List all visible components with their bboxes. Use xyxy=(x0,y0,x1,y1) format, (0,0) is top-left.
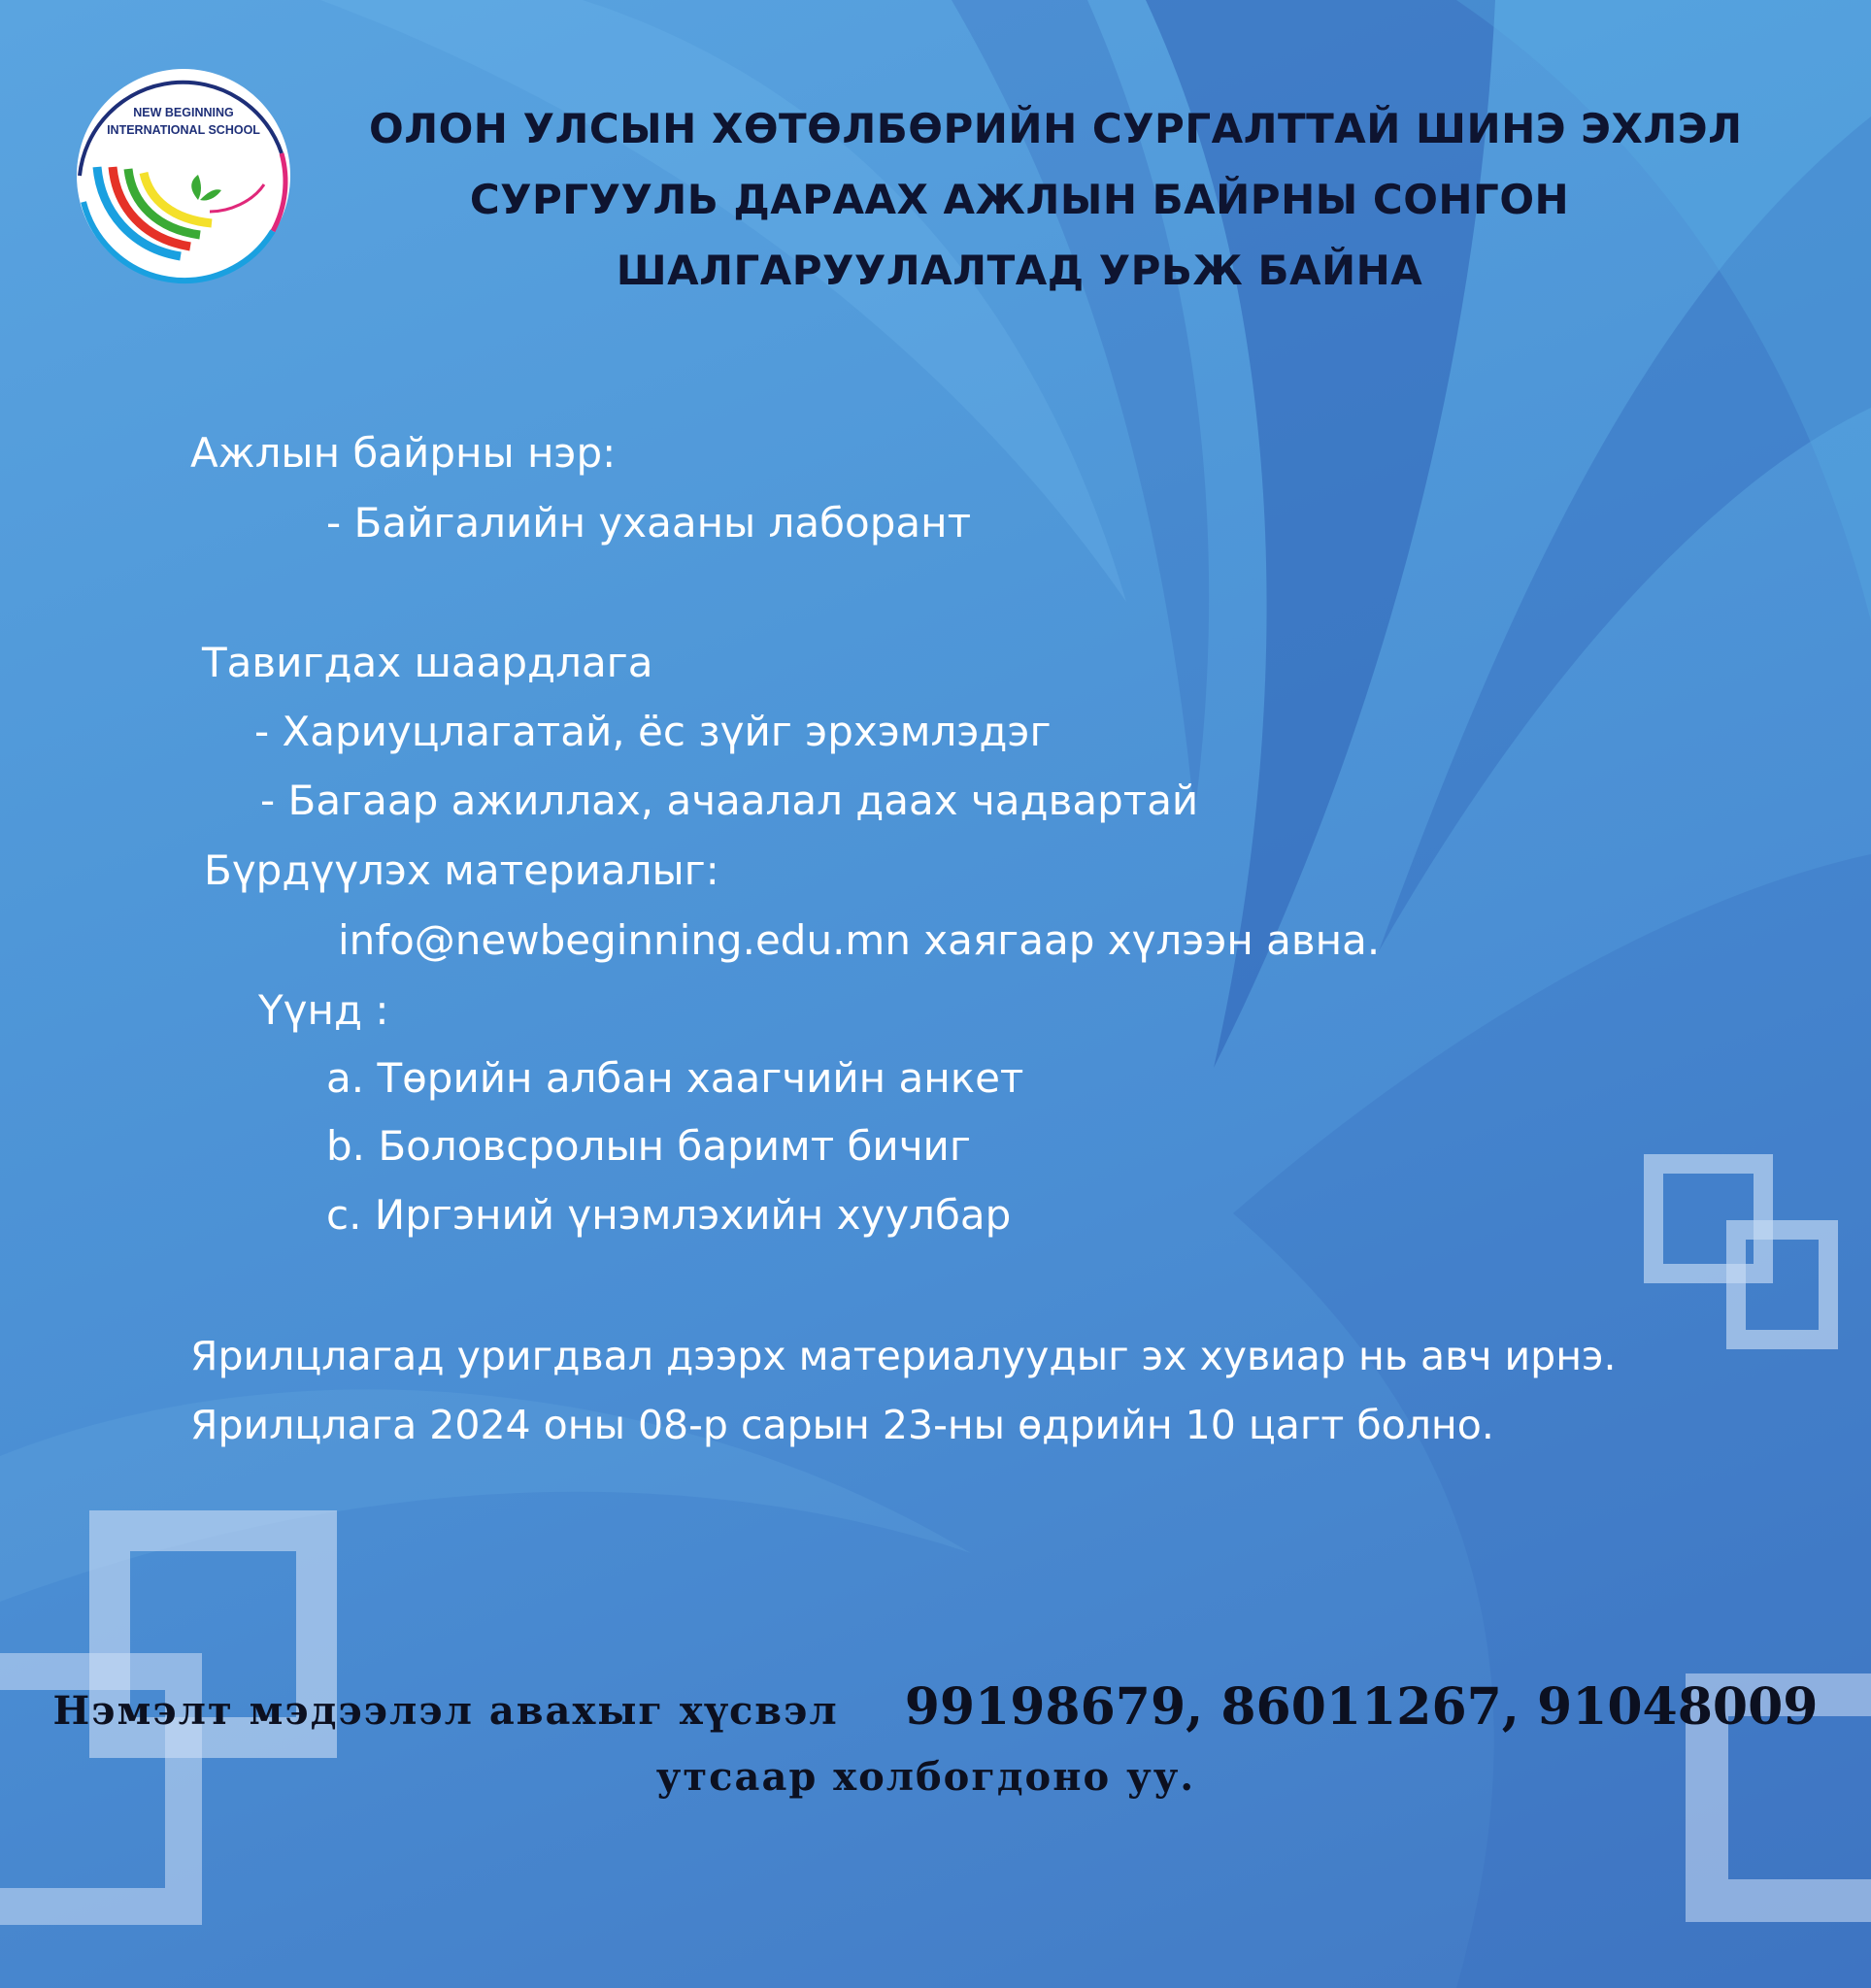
requirements-heading: Тавигдах шаардлага xyxy=(202,639,653,686)
contact-line-1 xyxy=(0,1677,1871,1737)
requirement-item-2: - Багаар ажиллах, ачаалал даах чадвартай xyxy=(260,777,1199,824)
page-title xyxy=(369,93,1743,306)
deco-square-right-2 xyxy=(1726,1220,1838,1349)
title-line-1: ОЛОН УЛСЫН ХӨТӨЛБӨРИЙН СУРГАЛТТАЙ ШИНЭ ЭХЛЭЛ xyxy=(369,105,1743,152)
requirement-item-1: - Хариуцлагатай, ёс зүйг эрхэмлэдэг xyxy=(254,708,1052,755)
school-logo xyxy=(74,66,293,285)
job-position: - Байгалийн ухааны лаборант xyxy=(326,499,972,547)
contact-text: Нэмэлт мэдээлэл авахыг хүсвэл xyxy=(52,1688,839,1734)
materials-include-label: Үүнд : xyxy=(258,986,389,1034)
logo-text-line2: INTERNATIONAL SCHOOL xyxy=(107,123,260,137)
material-item-b: b. Боловсролын баримт бичиг xyxy=(326,1122,971,1170)
contact-phones: 99198679, 86011267, 91048009 xyxy=(904,1677,1819,1737)
materials-heading: Бүрдүүлэх материалыг: xyxy=(204,846,719,894)
interview-line-1: Ярилцлагад уригдвал дээрх материалуудыг эх хувиар нь авч ирнэ. xyxy=(190,1333,1617,1379)
interview-line-2: Ярилцлага 2024 оны 08-р сарын 23-ны өдрийн 10 цагт болно. xyxy=(190,1402,1494,1448)
logo-text-line1: NEW BEGINNING xyxy=(133,106,234,119)
material-item-a: a. Төрийн албан хаагчийн анкет xyxy=(326,1054,1024,1102)
title-line-3: ШАЛГАРУУЛАЛТАД УРЬЖ БАЙНА xyxy=(616,247,1423,294)
material-item-c: c. Иргэний үнэмлэхийн хуулбар xyxy=(326,1191,1012,1239)
materials-email-line: info@newbeginning.edu.mn хаягаар хүлээн авна. xyxy=(338,916,1381,964)
title-line-2: СУРГУУЛЬ ДАРААХ АЖЛЫН БАЙРНЫ СОНГОН xyxy=(469,176,1570,223)
job-heading: Ажлын байрны нэр: xyxy=(190,429,617,477)
contact-line-2: утсаар холбогдоно уу. xyxy=(655,1754,1196,1800)
